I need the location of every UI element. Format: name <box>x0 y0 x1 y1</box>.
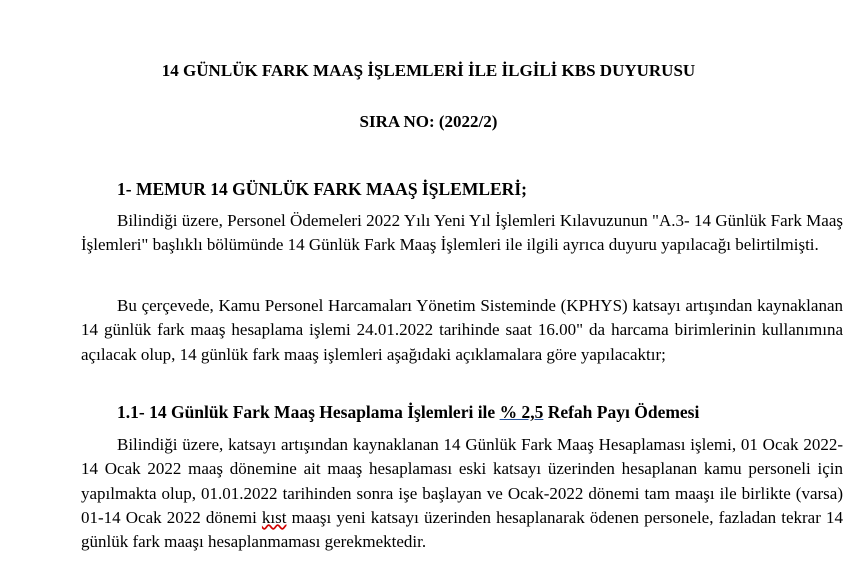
subsection-heading-text: 1.1- 14 Günlük Fark Maaş Hesaplama İşlemleri ile <box>117 402 500 422</box>
paragraph-2: Bu çerçevede, Kamu Personel Harcamaları Yönetim Sisteminde (KPHYS) katsayı artışından kaynaklanan 14 günlük fark maaş hesaplama işlemi 24.01.2022 tarihinde saat 16.00" da harcama birimlerinin kullanımına açılacak olup, 14 günlük fark maaş işlemleri aşağıdaki açıklamalara göre yapılacaktır; <box>81 296 843 364</box>
section-1-heading: 1- MEMUR 14 GÜNLÜK FARK MAAŞ İŞLEMLERİ; <box>117 179 527 199</box>
document-title: 14 GÜNLÜK FARK MAAŞ İŞLEMLERİ İLE İLGİLİ KBS DUYURUSU <box>161 61 696 80</box>
subsection-1-1-heading <box>117 402 699 422</box>
paragraph-3-text: Bilindiği üzere, katsayı artışından kaynaklanan 14 Günlük Fark Maaş Hesaplaması işlemi, 01 Ocak 2022-14 Ocak 2022 maaş dönemine ait maaş hesaplaması eski katsayı üzerinden hesaplanan kamu personeli için yapılmakta olup, 01.01.2022 tarihinden sonra işe başlayan ve Ocak-2022 dönemi tam maaşı ile birlikte (varsa) 01-14 Ocak 2022 dönemi <box>81 435 843 527</box>
paragraph-3-text-end: maaşı yeni katsayı üzerinden hesaplanarak ödenen personele, fazladan tekrar 14 günlük fark maaşı hesaplanmaması gerekmektedir. <box>81 507 843 552</box>
serial-number: SIRA NO: (2022/2) <box>359 112 498 131</box>
subsection-heading-text-end: Refah Payı Ödemesi <box>543 402 700 422</box>
refah-rate-link: % 2,5 <box>499 402 544 422</box>
paragraph-1: Bilindiği üzere, Personel Ödemeleri 2022 Yılı Yeni Yıl İşlemleri Kılavuzunun "A.3- 14 Günlük Fark Maaş İşlemleri" başlıklı bölümünde 14 Günlük Fark Maaş İşlemleri ile ilgili ayrıca duyuru yapılacağı belirtilmişti. <box>81 211 843 255</box>
paragraph-3 <box>81 433 843 554</box>
spellcheck-word: kıst <box>261 507 287 527</box>
